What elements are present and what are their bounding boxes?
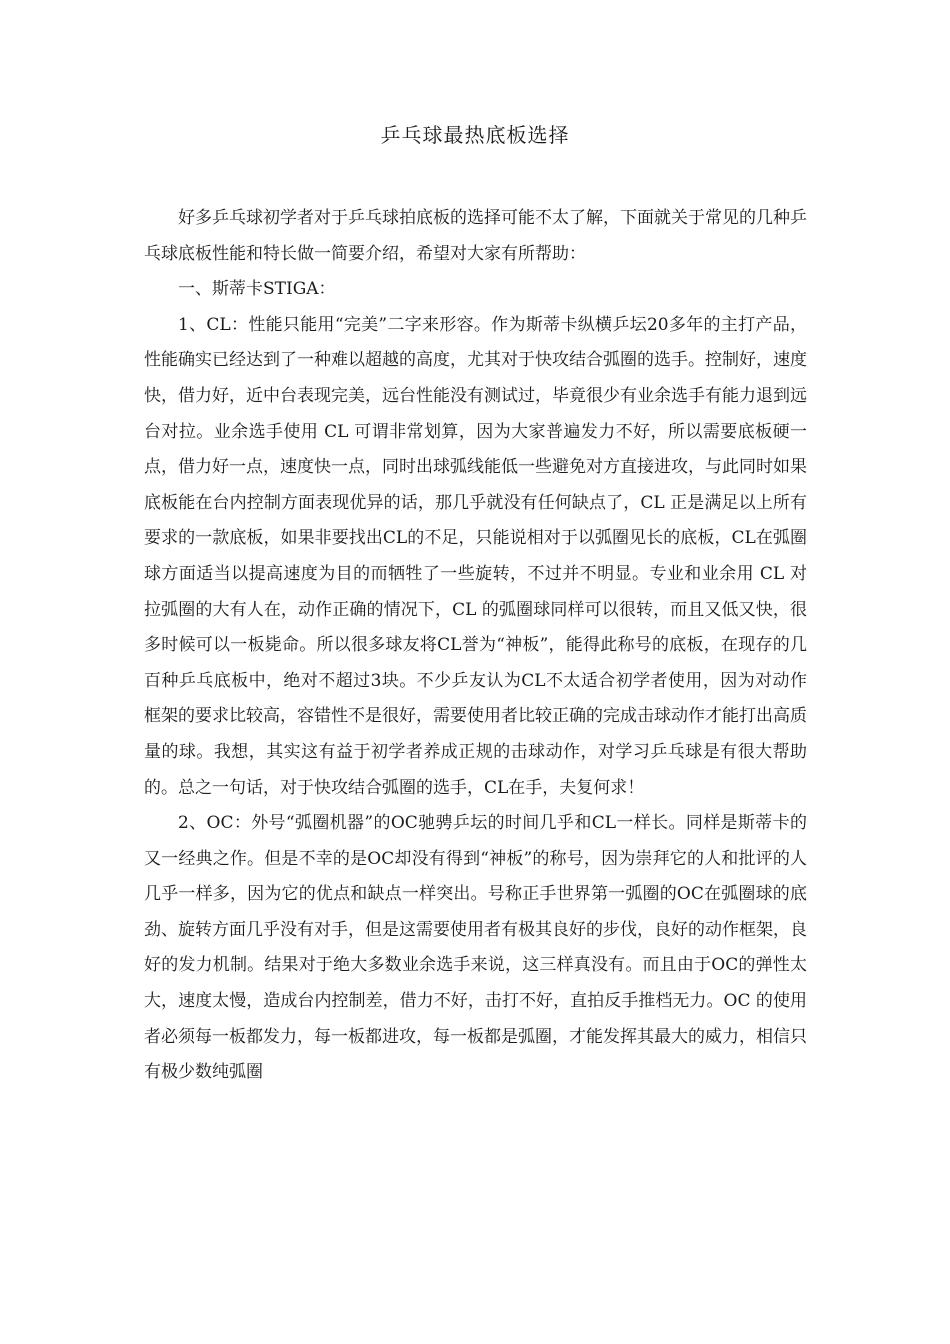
document-body (144, 201, 807, 1091)
section-heading-stiga: 一、斯蒂卡STIGA： (178, 279, 336, 300)
document-title: 乒乓球最热底板选择 (380, 123, 570, 147)
paragraph-cl: 1、CL：性能只能用“完美”二字来形容。作为斯蒂卡纵横乒坛20多年的主打产品，性能确实已经达到了一种难以超越的高度，尤其对于快攻结合弧圈的选手。控制好，速度快，借力好，近中台表现完美，远台性能没有测试过，毕竟很少有业余选手有能力退到远台对拉。业余选手使用 CL 可谓非常划算，因为大家普遍发力不好，所以需要底板硬一点，借力好一点，速度快一点，同时出球弧线能低一些避免对方直接进攻，与此同时如果底板能在台内控制方面表现优异的话，那几乎就没有任何缺点了，CL 正是满足以上所有要求的一款底板，如果非要找出CL的不足，只能说相对于以弧圈见长的底板，CL在弧圈球方面适当以提高速度为目的而牺牲了一些旋转，不过并不明显。专业和业余用 CL 对拉弧圈的大有人在，动作正确的情况下，CL 的弧圈球同样可以很转，而且又低又快，很多时候可以一板毙命。所以很多球友将CL誉为“神板”，能得此称号的底板，在现存的几百种乒乓底板中，绝对不超过3块。不少乒友认为CL不太适合初学者使用，因为对动作框架的要求比较高，容错性不是很好，需要使用者比较正确的完成击球动作才能打出高质量的球。我想，其实这有益于初学者养成正规的击球动作，对学习乒乓球是有很大帮助的。总之一句话，对于快攻结合弧圈的选手，CL在手，夫复何求！ (144, 314, 807, 798)
paragraph-intro: 好多乒乓球初学者对于乒乓球拍底板的选择可能不太了解，下面就关于常见的几种乒乓球底板性能和特长做一简要介绍，希望对大家有所帮助： (144, 208, 807, 264)
paragraph-oc: 2、OC：外号“弧圈机器”的OC驰骋乒坛的时间几乎和CL一样长。同样是斯蒂卡的又一经典之作。但是不幸的是OC却没有得到“神板”的称号，因为崇拜它的人和批评的人几乎一样多，因为它的优点和缺点一样突出。号称正手世界第一弧圈的OC在弧圈球的底劲、旋转方面几乎没有对手，但是这需要使用者有极其良好的步伐，良好的动作框架，良好的发力机制。结果对于绝大多数业余选手来说，这三样真没有。而且由于OC的弹性太大，速度太慢，造成台内控制差，借力不好，击打不好，直拍反手推档无力。OC 的使用者必须每一板都发力，每一板都进攻，每一板都是弧圈，才能发挥其最大的威力，相信只有极少数纯弧圈 (144, 813, 807, 1083)
